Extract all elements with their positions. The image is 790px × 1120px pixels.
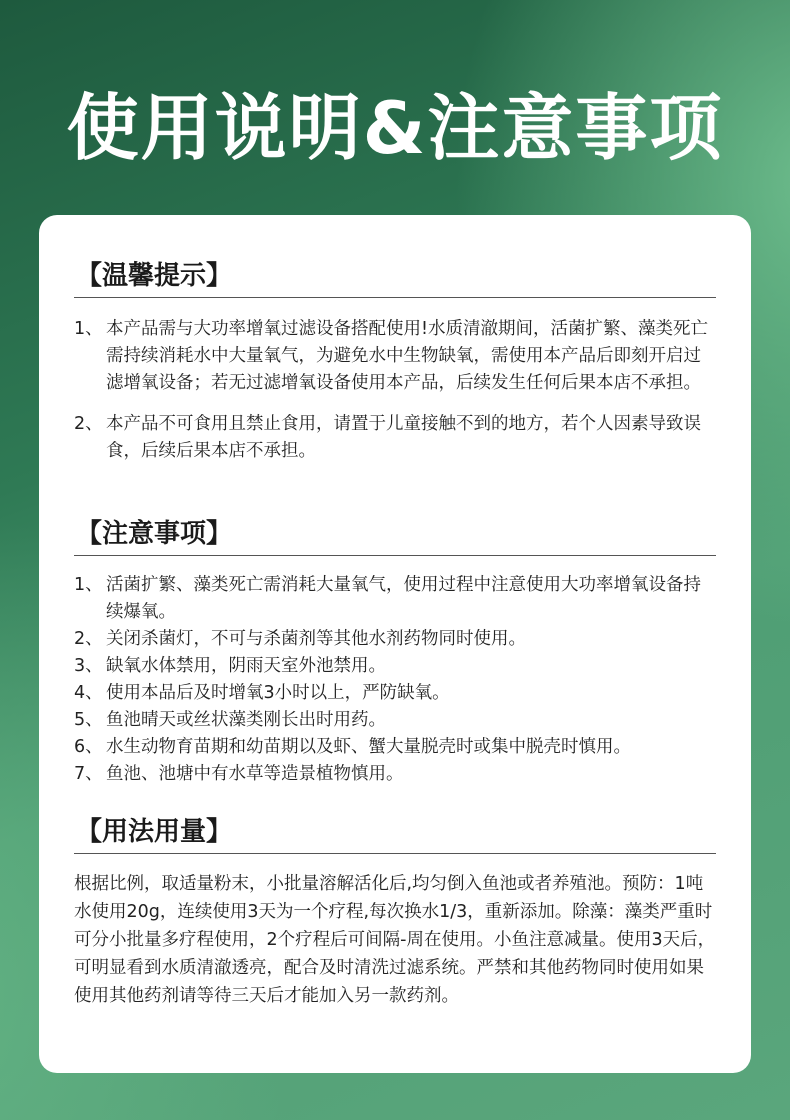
- section-header-tips: 【温馨提示】: [74, 255, 716, 298]
- section-header-usage: 【用法用量】: [74, 811, 716, 854]
- item-text: 水生动物育苗期和幼苗期以及虾、蟹大量脱壳时或集中脱壳时慎用。: [106, 737, 631, 757]
- list-item: [74, 707, 716, 734]
- item-text: 本产品不可食用且禁止食用，请置于儿童接触不到的地方，若个人因素导致误食，后续后果本店不承担。: [106, 414, 701, 461]
- usage-paragraph: 根据比例，取适量粉末，小批量溶解活化后,均匀倒入鱼池或者养殖池。预防：1吨水使用20g，连续使用3天为一个疗程,每次换水1/3，重新添加。除藻：藻类严重时可分小批量多疗程使用，2个疗程后可间隔-周在使用。小鱼注意减量。使用3天后，可明显看到水质清澈透亮，配合及时清洗过滤系统。严禁和其他药物同时使用如果使用其他药剂请等待三天后才能加入另一款药剂。: [74, 874, 716, 1006]
- item-text: 使用本品后及时增氧3小时以上，严防缺氧。: [106, 683, 450, 703]
- item-text: 缺氧水体禁用，阴雨天室外池禁用。: [106, 656, 386, 676]
- item-text: 本产品需与大功率增氧过滤设备搭配使用!水质清澈期间，活菌扩繁、藻类死亡需持续消耗水中大量氧气，为避免水中生物缺氧，需使用本产品后即刻开启过滤增氧设备；若无过滤增氧设备使用本产品，后续发生任何后果本店不承担。: [106, 319, 709, 393]
- page-title: 使用说明&注意事项: [66, 86, 724, 170]
- section-header-notes: 【注意事项】: [74, 513, 716, 556]
- item-text: 鱼池晴天或丝状藻类刚长出时用药。: [106, 710, 386, 730]
- list-item: [74, 572, 716, 626]
- item-number: 1、: [74, 319, 103, 339]
- list-item: [74, 734, 716, 761]
- item-number: 1、: [74, 575, 103, 595]
- item-number: 5、: [74, 710, 103, 730]
- item-number: 7、: [74, 764, 103, 784]
- section-notes: [74, 513, 716, 788]
- list-item: [74, 680, 716, 707]
- list-item: [74, 316, 716, 397]
- list-item: [74, 411, 716, 465]
- item-number: 6、: [74, 737, 103, 757]
- item-number: 2、: [74, 414, 103, 434]
- item-text: 关闭杀菌灯，不可与杀菌剂等其他水剂药物同时使用。: [106, 629, 526, 649]
- item-text: 活菌扩繁、藻类死亡需消耗大量氧气，使用过程中注意使用大功率增氧设备持续爆氧。: [106, 575, 701, 622]
- item-number: 4、: [74, 683, 103, 703]
- section-usage: [74, 811, 716, 1010]
- tips-list: [74, 316, 716, 465]
- item-number: 3、: [74, 656, 103, 676]
- section-tips: [74, 255, 716, 465]
- notes-list: [74, 572, 716, 788]
- item-text: 鱼池、池塘中有水草等造景植物慎用。: [106, 764, 404, 784]
- item-number: 2、: [74, 629, 103, 649]
- list-item: [74, 626, 716, 653]
- list-item: [74, 761, 716, 788]
- list-item: [74, 653, 716, 680]
- instructions-card: [39, 215, 751, 1073]
